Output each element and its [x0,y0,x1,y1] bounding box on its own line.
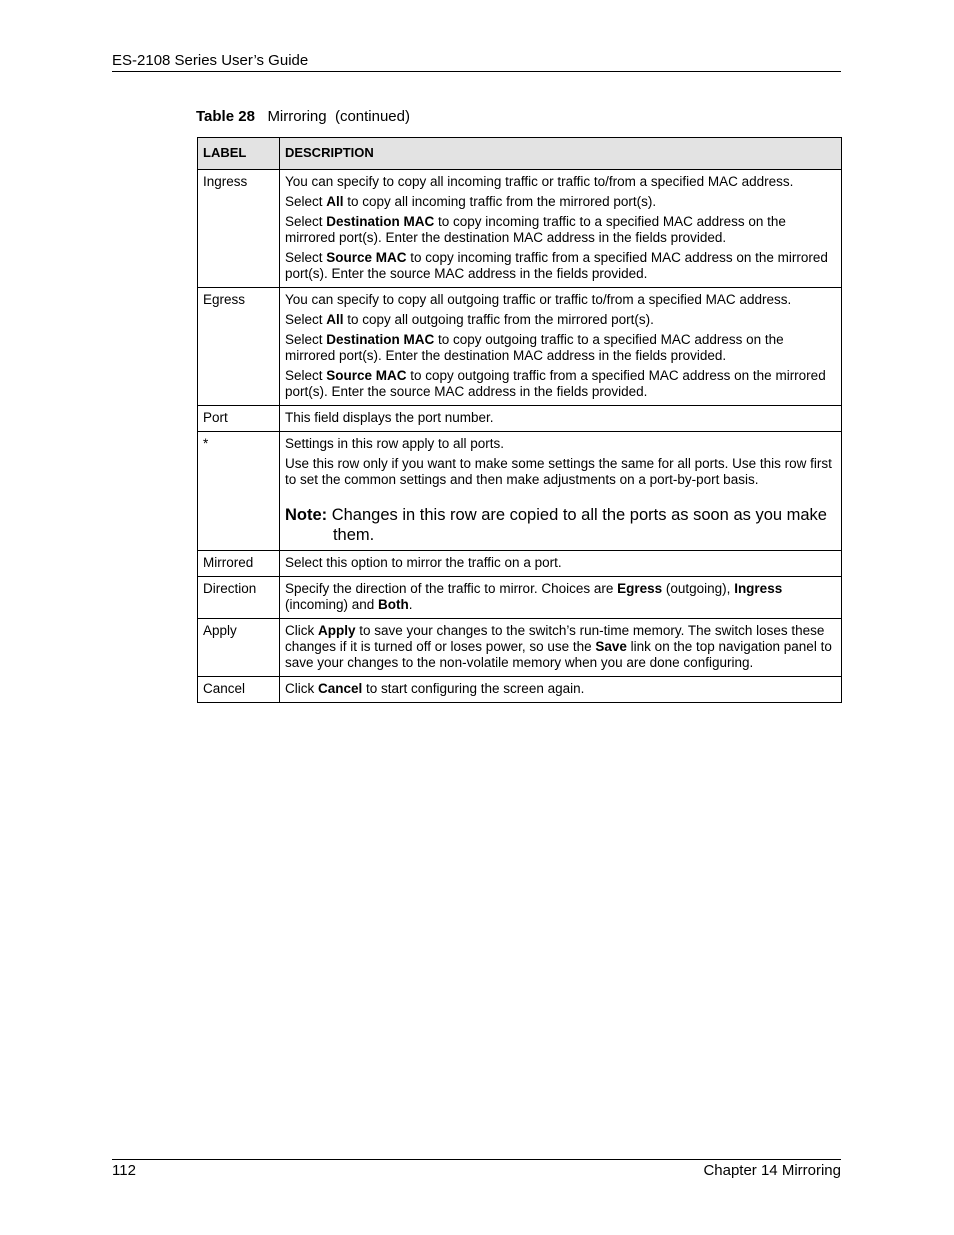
description-paragraph [285,250,835,282]
text-run: link on the top navigation panel to save your changes to the non-volatile memory when you are done configuring. [284,639,832,670]
row-label: Cancel [198,677,280,703]
text-run: (incoming) and [284,597,378,612]
row-description [279,406,841,432]
text-run: You can specify to copy all incoming traffic or traffic to/from a specified MAC address. [284,174,794,189]
text-run: Select this option to mirror the traffic on a port. [284,555,562,570]
text-run: Click [284,623,318,638]
row-description [279,170,841,288]
description-paragraph [285,456,835,488]
text-run: Select [284,312,327,327]
bold-term: Destination MAC [326,332,435,347]
bold-term: Egress [617,581,663,596]
row-description [279,577,841,619]
description-paragraph [285,581,835,613]
chapter-title: Chapter 14 Mirroring [703,1162,841,1179]
table-header-row [198,138,842,170]
description-paragraph [285,312,835,328]
note-text: Changes in this row are copied to all the ports as soon as you make them. [327,506,827,544]
running-header-title: ES-2108 Series User’s Guide [112,52,309,69]
description-paragraph [285,292,835,308]
table-caption-label: Table 28 [196,108,255,125]
column-header-description: DESCRIPTION [279,138,841,170]
description-paragraph [285,368,835,400]
note-label: Note: [284,506,328,524]
table-row [198,619,842,677]
table-row [198,406,842,432]
bold-term: All [326,194,344,209]
text-run: to copy incoming traffic from a specified MAC address on the mirrored port(s). Enter the source MAC address in the fields provided. [284,250,828,281]
description-paragraph [285,623,835,671]
text-run: Use this row only if you want to make some settings the same for all ports. Use this row first to set the common settings and then make adjustments on a port-by-port basis. [284,456,832,487]
text-run: Select [284,194,327,209]
text-run: to copy all incoming traffic from the mirrored port(s). [343,194,657,209]
text-run: to copy outgoing traffic from a specified MAC address on the mirrored port(s). Enter the source MAC address in the fields provided. [284,368,826,399]
bold-term: Cancel [317,681,363,696]
row-description [279,551,841,577]
row-description [279,619,841,677]
row-label: Ingress [198,170,280,288]
bold-term: Source MAC [326,250,407,265]
table-row [198,677,842,703]
row-description [279,432,841,551]
table-body [198,170,842,703]
description-paragraph [285,214,835,246]
description-paragraph [285,555,835,571]
text-run: Settings in this row apply to all ports. [284,436,505,451]
table-row [198,288,842,406]
mirroring-table [197,137,842,703]
row-description [279,288,841,406]
footer-rule [112,1159,841,1160]
table-caption [196,108,410,125]
page-number: 112 [112,1162,136,1179]
description-paragraph [285,681,835,697]
note-callout [285,505,835,545]
row-label: Direction [198,577,280,619]
table-row [198,577,842,619]
description-paragraph [285,194,835,210]
bold-term: Apply [317,623,356,638]
row-label: Mirrored [198,551,280,577]
text-run: Select [284,214,327,229]
table-row [198,551,842,577]
row-label: Apply [198,619,280,677]
table-row [198,432,842,551]
row-label: Port [198,406,280,432]
text-run: to copy all outgoing traffic from the mirrored port(s). [343,312,654,327]
row-label: * [198,432,280,551]
bold-term: All [326,312,344,327]
description-paragraph [285,410,835,426]
bold-term: Ingress [734,581,783,596]
column-header-label: LABEL [198,138,280,170]
text-run: to copy incoming traffic to a specified MAC address on the mirrored port(s). Enter the destination MAC address in the fields provided. [284,214,786,245]
bold-term: Both [378,597,409,612]
text-run: to copy outgoing traffic to a specified MAC address on the mirrored port(s). Enter the destination MAC address in the fields provided. [284,332,784,363]
header-rule [112,71,841,72]
text-run: Select [284,368,327,383]
row-label: Egress [198,288,280,406]
text-run: (outgoing), [662,581,735,596]
table-caption-title: Mirroring (continued) [267,108,410,125]
text-run: This field displays the port number. [284,410,494,425]
text-run: . [408,597,413,612]
text-run: Select [284,250,327,265]
bold-term: Source MAC [326,368,407,383]
text-run: to start configuring the screen again. [362,681,585,696]
description-paragraph [285,332,835,364]
description-paragraph [285,174,835,190]
text-run: Specify the direction of the traffic to mirror. Choices are [284,581,618,596]
text-run: to save your changes to the switch’s run-time memory. The switch loses these changes if it is turned off or loses power, so use the [284,623,825,654]
table-row [198,170,842,288]
text-run: You can specify to copy all outgoing traffic or traffic to/from a specified MAC address. [284,292,792,307]
row-description [279,677,841,703]
bold-term: Destination MAC [326,214,435,229]
description-paragraph [285,436,835,452]
text-run: Click [284,681,318,696]
text-run: Select [284,332,327,347]
bold-term: Save [595,639,627,654]
